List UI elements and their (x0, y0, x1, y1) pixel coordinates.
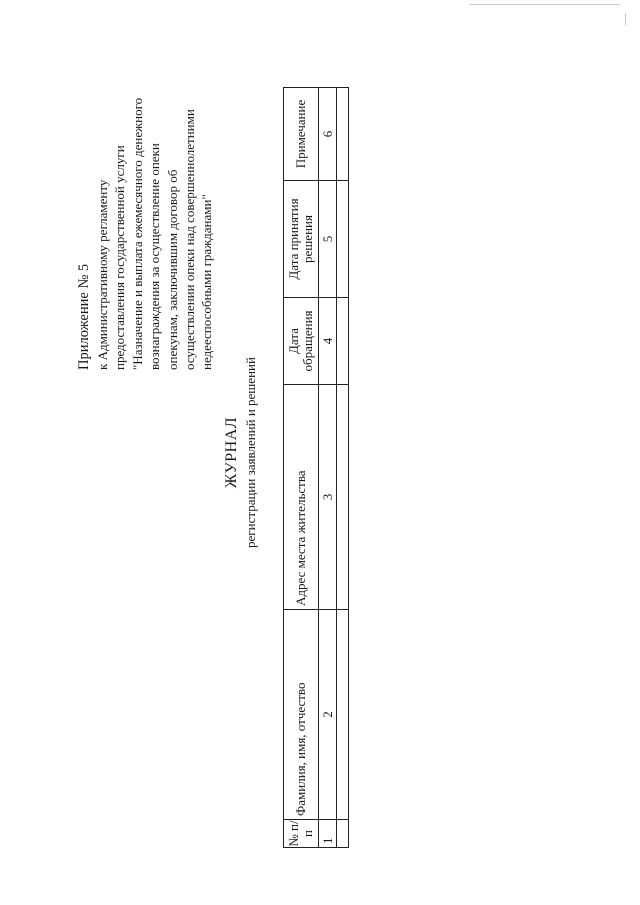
appendix-header (75, 40, 216, 370)
appendix-line: осуществлении опеки над совершеннолетними (182, 109, 198, 370)
header-cell-number: № п/п (284, 820, 319, 848)
number-cell: 1 (319, 820, 337, 848)
appendix-line: опекунам, заключившим договор об (164, 169, 180, 370)
number-cell: 3 (319, 385, 337, 610)
registration-table (283, 87, 349, 848)
appendix-title: Приложение № 5 (76, 263, 92, 370)
number-cell: 2 (319, 610, 337, 820)
header-cell-full-name: Фамилия, имя, отчество (284, 610, 319, 820)
table-cell (337, 88, 349, 181)
appendix-line: недееспособными гражданами" (199, 194, 215, 370)
number-cell: 4 (319, 298, 337, 385)
table-cell (337, 181, 349, 298)
header-cell-address: Адрес места жительства (284, 385, 319, 610)
journal-subtitle: регистрации заявлений и решений (243, 357, 258, 548)
appendix-line: к Административному регламенту (95, 179, 110, 370)
table-cell (337, 385, 349, 610)
table-numbering-row (319, 88, 337, 848)
table-cell (337, 298, 349, 385)
appendix-line: вознаграждения за осуществление опеки (147, 143, 163, 370)
table-row (337, 88, 349, 848)
table-cell (337, 610, 349, 820)
header-cell-decision-date: Дата принятия решения (284, 181, 319, 298)
header-cell-application-date: Дата обращения (284, 298, 319, 385)
journal-title: ЖУРНАЛ (223, 416, 240, 489)
appendix-line: "Назначение и выплата ежемесячного денежного (129, 97, 145, 370)
scan-edge-line (470, 4, 620, 5)
scan-artifact (625, 13, 626, 25)
number-cell: 5 (319, 181, 337, 298)
table-header-row (284, 88, 319, 848)
appendix-line: предоставления государственной услуги (112, 145, 128, 370)
number-cell: 6 (319, 88, 337, 181)
header-cell-note: Примечание (284, 88, 319, 181)
table-cell (337, 820, 349, 848)
